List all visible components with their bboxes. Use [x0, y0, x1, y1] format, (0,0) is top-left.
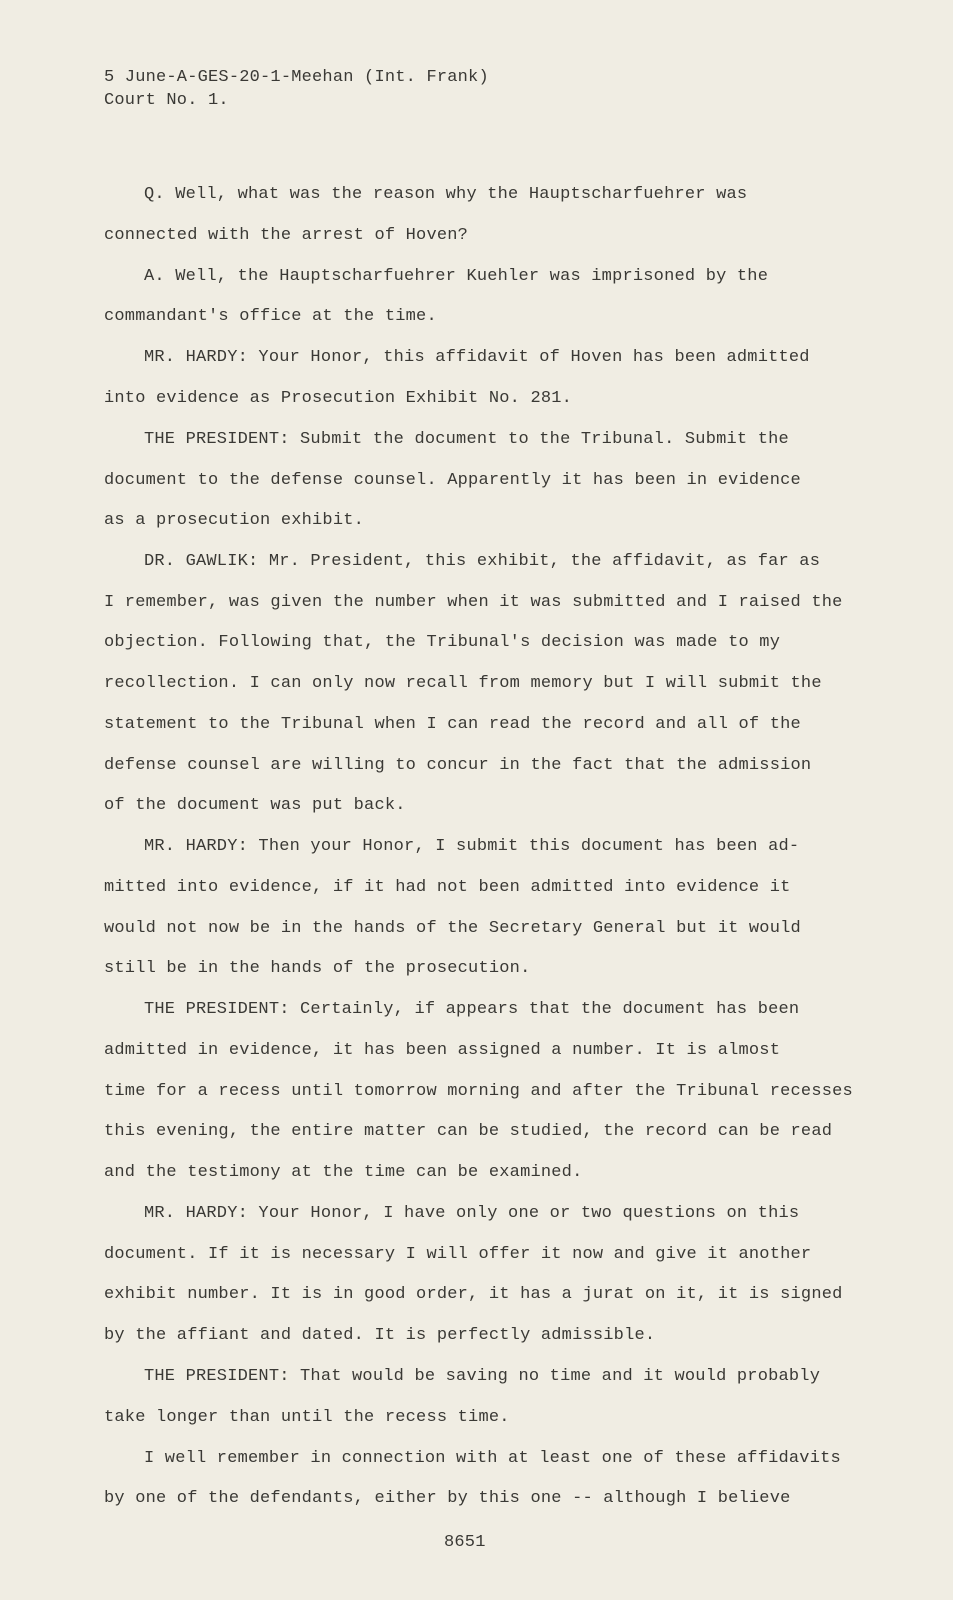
body-line-25: and the testimony at the time can be examined. — [104, 1163, 583, 1182]
body-line-17: MR. HARDY: Then your Honor, I submit this document has been ad- — [144, 837, 800, 856]
body-line-9: as a prosecution exhibit. — [104, 511, 365, 530]
body-line-29: by the affiant and dated. It is perfectly admissible. — [104, 1326, 656, 1345]
header-line-1: 5 June-A-GES-20-1-Meehan (Int. Frank) — [104, 68, 489, 87]
body-line-18: mitted into evidence, if it had not been admitted into evidence it — [104, 878, 791, 897]
body-line-23: time for a recess until tomorrow morning and after the Tribunal recesses — [104, 1082, 853, 1101]
body-line-19: would not now be in the hands of the Secretary General but it would — [104, 919, 801, 938]
body-line-15: defense counsel are willing to concur in the fact that the admission — [104, 756, 812, 775]
body-line-28: exhibit number. It is in good order, it has a jurat on it, it is signed — [104, 1285, 843, 1304]
body-line-24: this evening, the entire matter can be studied, the record can be read — [104, 1122, 833, 1141]
body-line-16: of the document was put back. — [104, 796, 406, 815]
page-number: 8651 — [444, 1533, 486, 1552]
body-line-12: objection. Following that, the Tribunal's decision was made to my — [104, 633, 781, 652]
body-line-14: statement to the Tribunal when I can read the record and all of the — [104, 715, 801, 734]
body-line-5: MR. HARDY: Your Honor, this affidavit of Hoven has been admitted — [144, 348, 810, 367]
body-line-27: document. If it is necessary I will offer it now and give it another — [104, 1245, 812, 1264]
body-line-7: THE PRESIDENT: Submit the document to the Tribunal. Submit the — [144, 430, 789, 449]
body-line-30: THE PRESIDENT: That would be saving no time and it would probably — [144, 1367, 821, 1386]
body-line-32: I well remember in connection with at least one of these affidavits — [144, 1449, 841, 1468]
body-line-2: connected with the arrest of Hoven? — [104, 226, 469, 245]
body-line-8: document to the defense counsel. Apparently it has been in evidence — [104, 471, 801, 490]
body-line-10: DR. GAWLIK: Mr. President, this exhibit, the affidavit, as far as — [144, 552, 821, 571]
body-line-33: by one of the defendants, either by this one -- although I believe — [104, 1489, 791, 1508]
document-header — [104, 66, 489, 112]
body-line-6: into evidence as Prosecution Exhibit No. 281. — [104, 389, 573, 408]
body-line-3: A. Well, the Hauptscharfuehrer Kuehler was imprisoned by the — [144, 267, 769, 286]
body-line-31: take longer than until the recess time. — [104, 1408, 510, 1427]
body-line-26: MR. HARDY: Your Honor, I have only one or two questions on this — [144, 1204, 800, 1223]
body-line-20: still be in the hands of the prosecution. — [104, 959, 531, 978]
body-line-4: commandant's office at the time. — [104, 307, 437, 326]
body-line-21: THE PRESIDENT: Certainly, if appears that the document has been — [144, 1000, 800, 1019]
body-line-1: Q. Well, what was the reason why the Hauptscharfuehrer was — [144, 185, 748, 204]
body-line-22: admitted in evidence, it has been assigned a number. It is almost — [104, 1041, 781, 1060]
body-line-13: recollection. I can only now recall from memory but I will submit the — [104, 674, 822, 693]
body-line-11: I remember, was given the number when it was submitted and I raised the — [104, 593, 843, 612]
header-line-2: Court No. 1. — [104, 91, 229, 110]
